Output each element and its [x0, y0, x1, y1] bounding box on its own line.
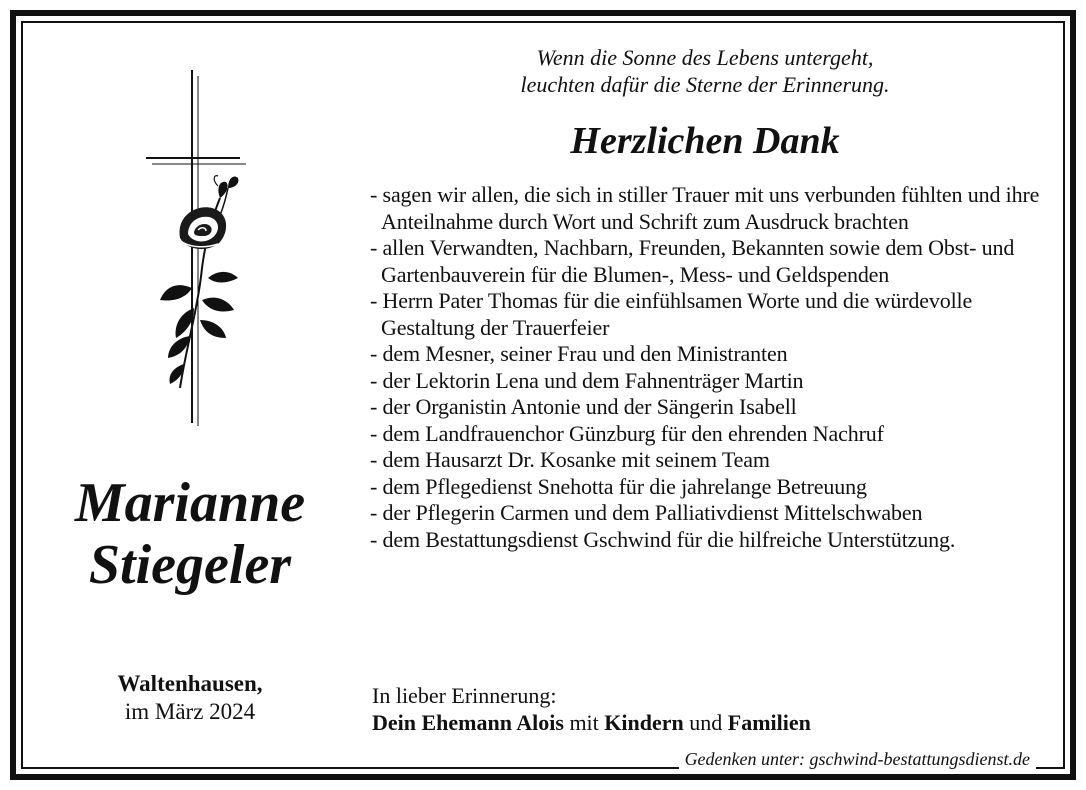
signer-name: Dein Ehemann Alois	[372, 710, 564, 735]
thanks-item: - der Lektorin Lena und dem Fahnenträger Martin	[370, 367, 804, 393]
closing-intro: In lieber Erinnerung:	[372, 683, 557, 708]
deceased-name	[30, 472, 350, 596]
connector: mit	[563, 710, 605, 735]
connector: und	[683, 710, 728, 735]
thanks-item: - dem Pflegedienst Snehotta für die jahrelange Betreuung	[370, 473, 867, 499]
thanks-item: - der Pflegerin Carmen und dem Palliativdienst Mittelschwaben	[370, 500, 923, 525]
thanks-item: - dem Landfrauenchor Günzburg für den ehrenden Nachruf	[370, 420, 884, 446]
thanks-item: - dem Bestattungsdienst Gschwind für die hilfreiche Unterstützung.	[370, 526, 956, 552]
deceased-first-name: Marianne	[74, 472, 306, 534]
thanks-item: - der Organistin Antonie und der Sängerin Isabell	[370, 394, 797, 419]
place: Waltenhausen,	[117, 671, 263, 696]
place-and-date	[30, 670, 350, 726]
thanks-item: - dem Hausarzt Dr. Kosanke mit seinem Team	[370, 447, 770, 472]
motto-line-1: Wenn die Sonne des Lebens untergeht,	[536, 45, 874, 70]
cross-with-rose-icon	[120, 68, 270, 428]
thanks-item: - dem Mesner, seiner Frau und den Ministranten	[370, 341, 788, 366]
date: im März 2024	[124, 699, 256, 724]
motto-quote	[370, 44, 1040, 98]
memorial-website-note: Gedenken unter: gschwind-bestattungsdienst.de	[679, 748, 1036, 770]
closing-signers	[372, 709, 1052, 736]
signer-family: Familien	[727, 710, 811, 735]
closing-signature	[372, 682, 1052, 736]
motto-line-2: leuchten dafür die Sterne der Erinnerung.	[520, 72, 890, 97]
deceased-last-name: Stiegeler	[88, 534, 292, 596]
thanks-item: - sagen wir allen, die sich in stiller Trauer mit uns verbunden fühlten und ihre Anteilnahme durch Wort und Schrift zum Ausdruck brachten	[370, 182, 1040, 234]
thanks-item: - allen Verwandten, Nachbarn, Freunden, Bekannten sowie dem Obst- und Gartenbauverein für die Blumen-, Mess- und Geldspenden	[370, 235, 1015, 287]
thanks-list	[370, 182, 1050, 553]
signer-kids: Kindern	[604, 710, 684, 735]
thanks-item: - Herrn Pater Thomas für die einfühlsamen Worte und die würdevolle Gestaltung der Trauerfeier	[370, 288, 973, 340]
thanks-title: Herzlichen Dank	[570, 120, 840, 162]
